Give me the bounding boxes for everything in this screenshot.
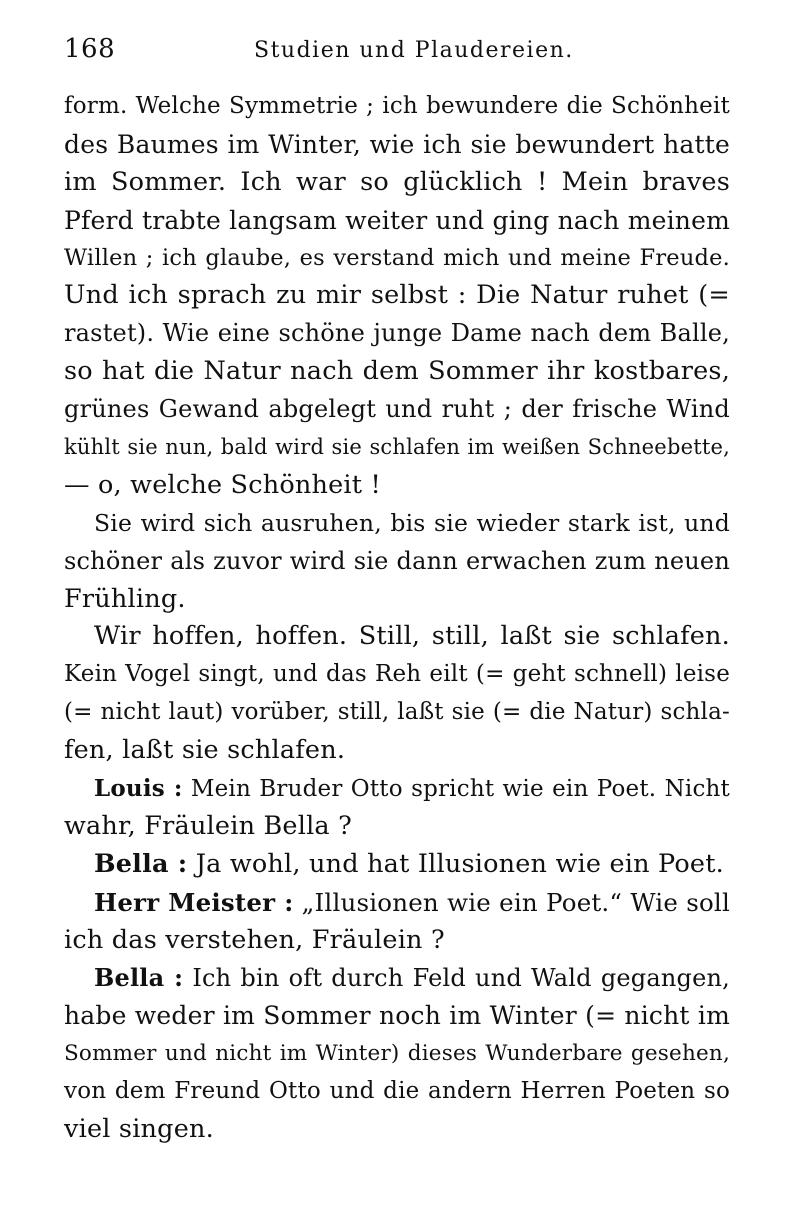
paragraph-start-line [64, 618, 730, 656]
text-line [64, 1111, 730, 1149]
line-text: Pferd trabte langsam weiter und ging nach meinem [64, 205, 730, 235]
line-text: viel singen. [64, 1114, 214, 1145]
line-text: im Sommer. Ich war so glücklich ! Mein braves [64, 166, 730, 197]
text-line [64, 315, 730, 353]
text-line [64, 202, 730, 240]
line-text: (= nicht laut) vorüber, still, laßt sie (= die Natur) schla- [64, 699, 730, 726]
speaker-label: Louis : [94, 775, 183, 803]
text-body [64, 88, 730, 1149]
text-line [64, 240, 730, 278]
text-line [64, 353, 730, 391]
text-line [64, 543, 730, 581]
line-text: des Baumes im Winter, wie ich sie bewundert hatte [64, 129, 730, 159]
line-text: Frühling. [64, 583, 186, 614]
speaker-label: Bella : [94, 848, 188, 879]
line-text: Kein Vogel singt, und das Reh eilt (= geht schnell) leise [64, 661, 730, 688]
line-text: Sommer und nicht im Winter) dieses Wunderbare gesehen, [64, 1041, 730, 1067]
line-text: — o, welche Schönheit ! [64, 469, 381, 500]
running-title: Studien und Plaudereien. [254, 38, 574, 63]
line-text: grünes Gewand abgelegt und ruht ; der frische Wind [64, 395, 730, 424]
text-line [64, 429, 730, 467]
line-text: ich das verstehen, Fräulein ? [64, 924, 445, 955]
line-text: Willen ; ich glaube, es verstand mich und meine Freude. [64, 244, 730, 271]
dialogue-line [64, 884, 730, 922]
line-text: Wir hoffen, hoffen. Still, still, laßt sie schlafen. [94, 621, 730, 652]
line-text: habe weder im Sommer noch im Winter (= nicht im [64, 1001, 730, 1031]
text-line [64, 732, 730, 770]
dialogue-line [64, 846, 730, 884]
text-line [64, 1073, 730, 1111]
text-line [64, 1035, 730, 1073]
line-text: fen, laßt sie schlafen. [64, 735, 346, 766]
text-line [64, 922, 730, 960]
line-text: Und ich sprach zu mir selbst : Die Natur ruhet (= [64, 280, 730, 311]
text-line [64, 164, 730, 202]
line-text: Ich bin oft durch Feld und Wald gegangen, [192, 964, 730, 993]
page-number: 168 [64, 34, 116, 64]
dialogue-line [64, 770, 730, 808]
text-line [64, 88, 730, 126]
line-text: form. Welche Symmetrie ; ich bewundere die Schönheit [64, 93, 730, 119]
line-text: Ja wohl, und hat Illusionen wie ein Poet. [195, 848, 724, 879]
line-text: kühlt sie nun, bald wird sie schlafen im weißen Schneebette, [64, 435, 730, 460]
text-line [64, 656, 730, 694]
text-line [64, 391, 730, 429]
line-text: schöner als zuvor wird sie dann erwachen zum neuen [64, 546, 730, 575]
text-line [64, 581, 730, 619]
text-line [64, 277, 730, 315]
text-line [64, 126, 730, 164]
page-header [64, 30, 730, 70]
line-text: Mein Bruder Otto spricht wie ein Poet. Nicht [190, 776, 730, 803]
dialogue-line [64, 959, 730, 997]
speaker-label: Herr Meister : [94, 887, 294, 917]
speaker-label: Bella : [94, 963, 184, 993]
text-line [64, 694, 730, 732]
line-text: rastet). Wie eine schöne junge Dame nach dem Balle, [64, 319, 730, 348]
text-line [64, 997, 730, 1035]
text-line [64, 808, 730, 846]
text-line [64, 467, 730, 505]
paragraph-start-line [64, 505, 730, 543]
line-text: „Illusionen wie ein Poet.“ Wie soll [301, 887, 730, 917]
line-text: Sie wird sich ausruhen, bis sie wieder stark ist, und [94, 508, 730, 537]
line-text: von dem Freund Otto und die andern Herren Poeten so [64, 1078, 730, 1105]
line-text: wahr, Fräulein Bella ? [64, 810, 353, 841]
line-text: so hat die Natur nach dem Sommer ihr kostbares, [64, 356, 730, 387]
